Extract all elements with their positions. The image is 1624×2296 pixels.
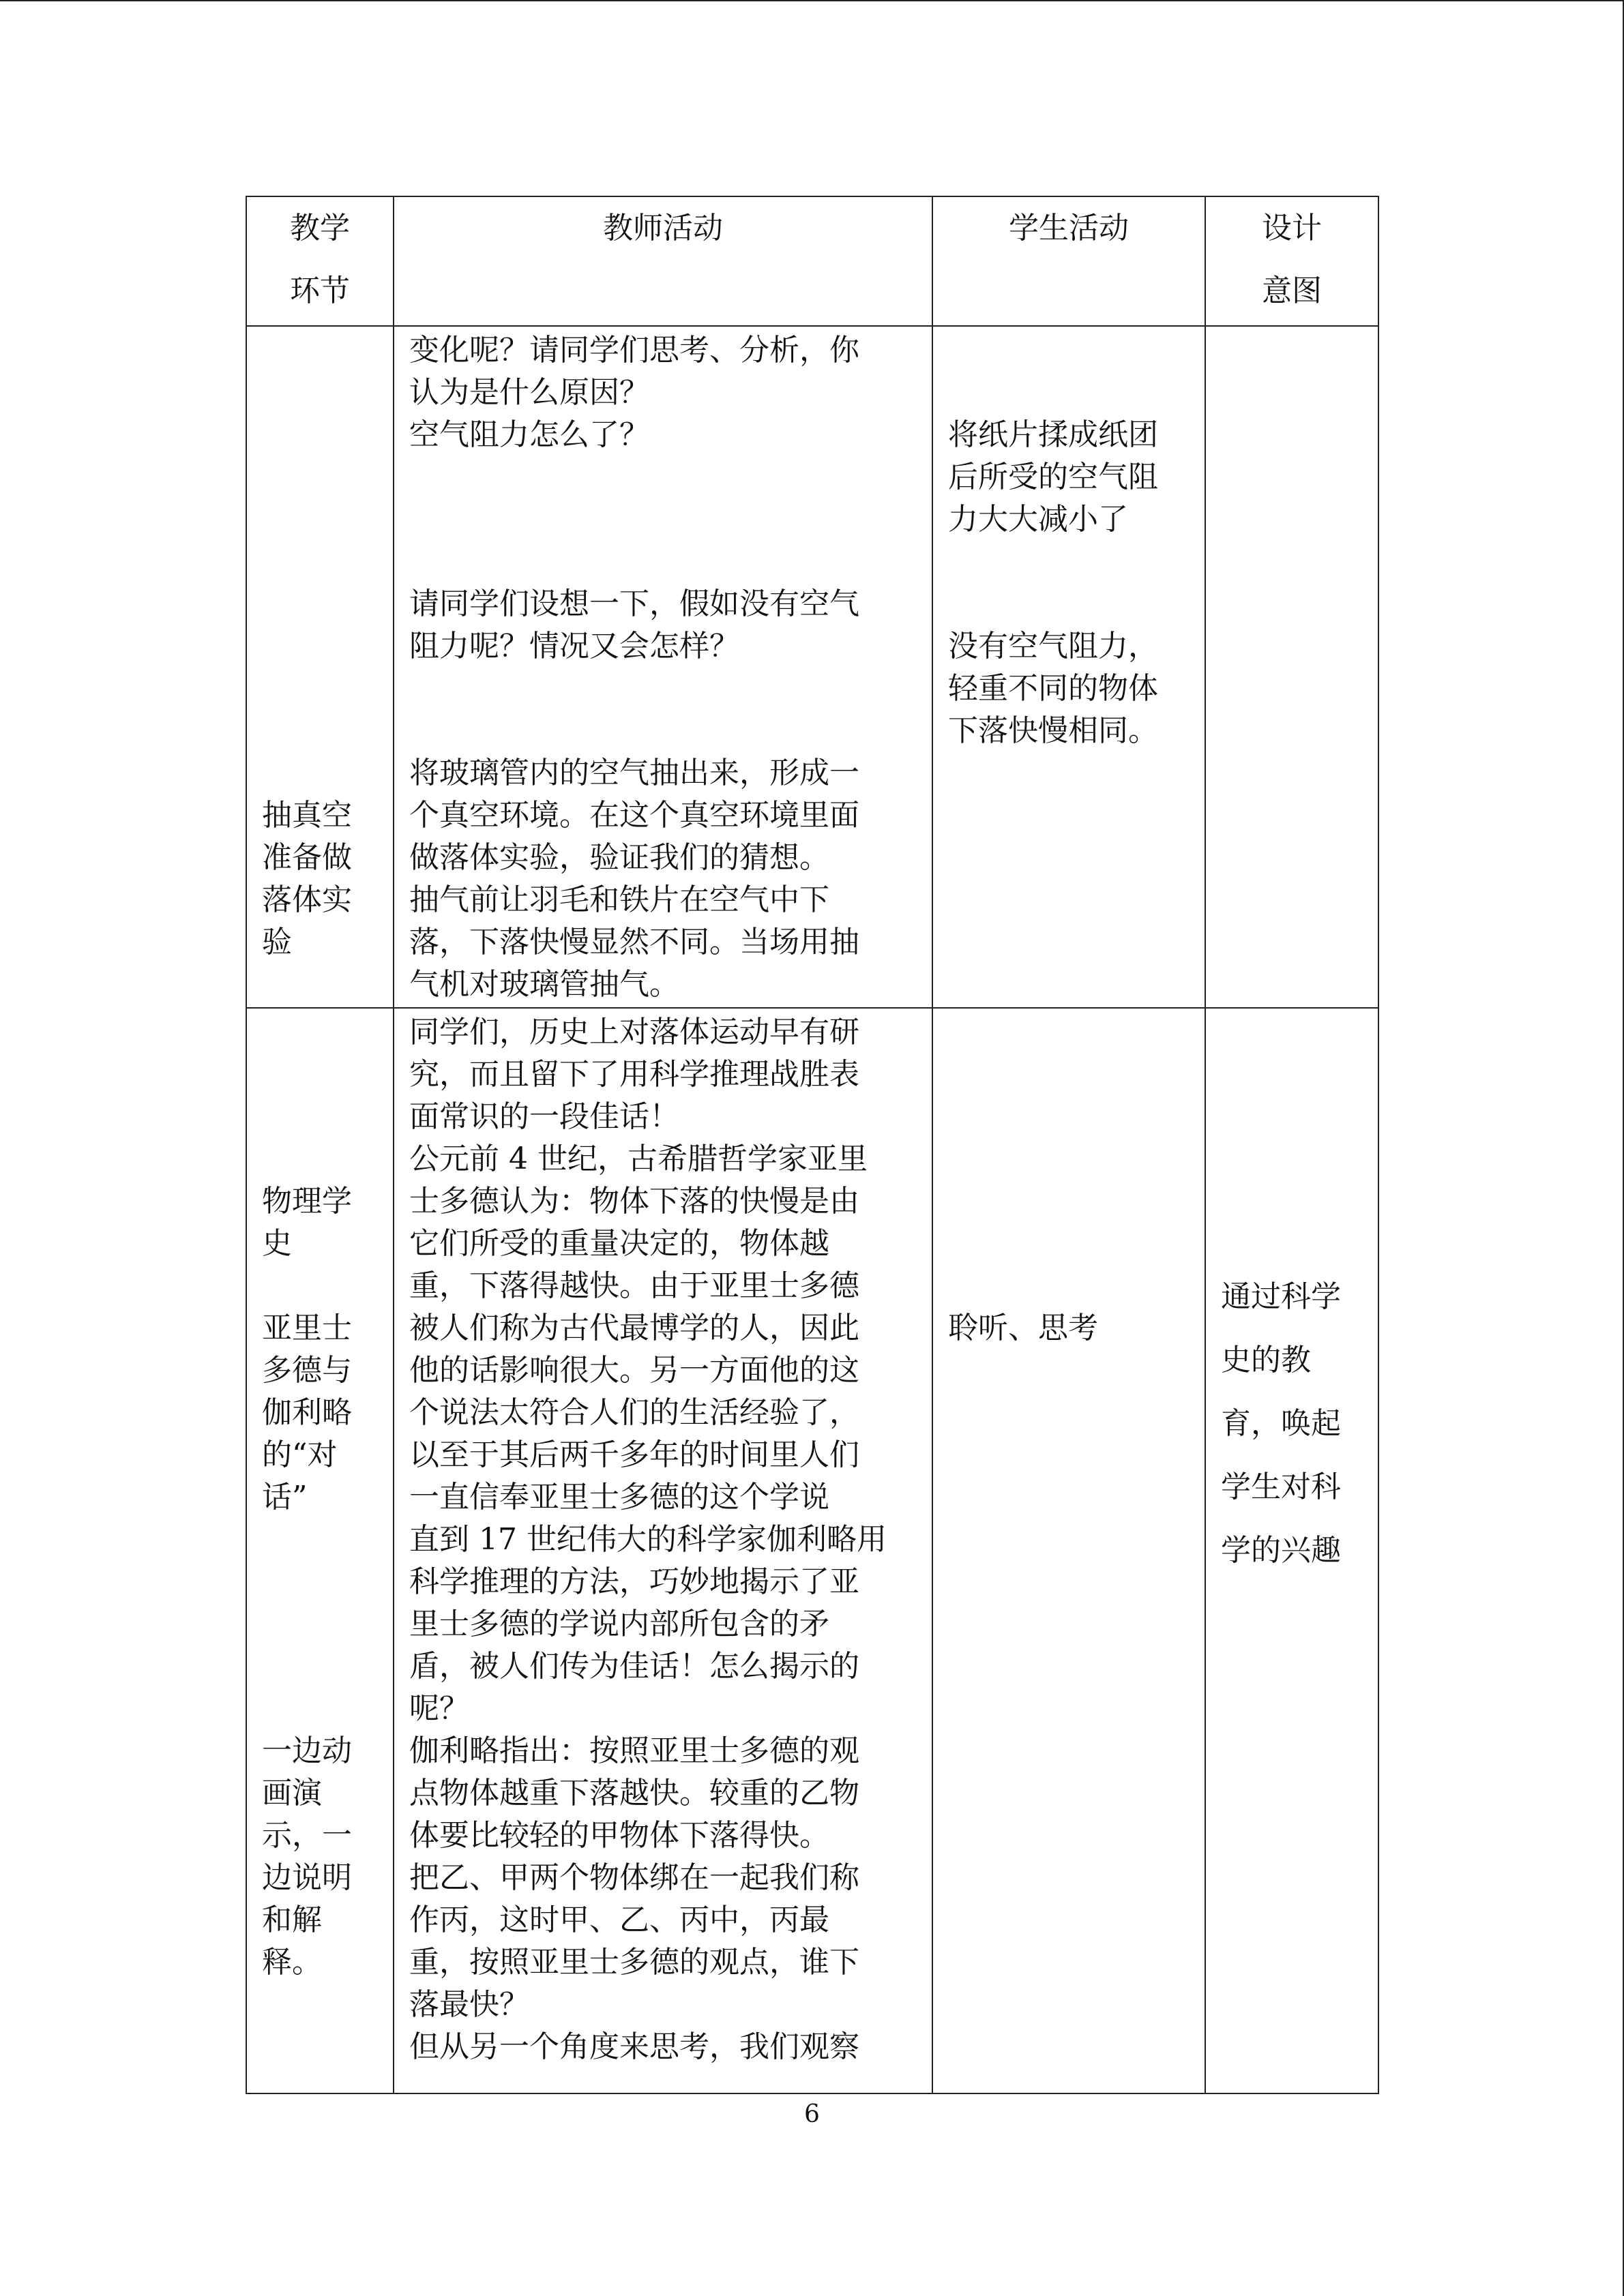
table-header-row — [246, 196, 1378, 326]
header-design-purpose: 设计 意图 — [1205, 196, 1378, 326]
lesson-plan-table — [246, 196, 1379, 2094]
stage-cell: 抽真空 准备做 落体实 验 — [246, 326, 394, 1008]
design-purpose-cell — [1205, 326, 1378, 1008]
page-number: 6 — [804, 2100, 820, 2128]
page-border-top — [0, 0, 1624, 1]
header-student-activity: 学生活动 — [932, 196, 1205, 326]
table-row — [246, 326, 1378, 1008]
student-activity-cell: 聆听、思考 — [932, 1008, 1205, 2093]
teacher-activity-cell: 同学们，历史上对落体运动早有研 究，而且留下了用科学推理战胜表 面常识的一段佳话！ 公元前 4 世纪，古希腊哲学家亚里 士多德认为：物体下落的快慢是由 它们所受的重量决定的，物体越 重，下落得越快。由于亚里士多德 被人们称为古代最博学的人，因此 他的话影响很大。另一方面他的这 个说法太符合人们的生活经验了， 以至于其后两千多年的时间里人们 一直信奉亚里士多德的这个学说 直到 17 世纪伟大的科学家伽利略用 科学推理的方法，巧妙地揭示了亚 里士多德的学说内部所包含的矛 盾，被人们传为佳话！怎么揭示的 呢？ 伽利略指出：按照亚里士多德的观 点物体越重下落越快。较重的乙物 体要比较轻的甲物体下落得快。 把乙、甲两个物体绑在一起我们称 作丙，这时甲、乙、丙中，丙最 重，按照亚里士多德的观点，谁下 落最快？ 但从另一个角度来思考，我们观察 — [394, 1008, 932, 2093]
teacher-activity-cell: 变化呢？请同学们思考、分析，你 认为是什么原因？ 空气阻力怎么了？ 请同学们设想一下，假如没有空气 阻力呢？情况又会怎样？ 将玻璃管内的空气抽出来，形成一 个真空环境。在这个真空环境里面 做落体实验，验证我们的猜想。 抽气前让羽毛和铁片在空气中下 落，下落快慢显然不同。当场用抽 气机对玻璃管抽气。 — [394, 326, 932, 1008]
design-purpose-cell: 通过科学 史的教 育，唤起 学生对科 学的兴趣 — [1205, 1008, 1378, 2093]
stage-cell: 物理学 史 亚里士 多德与 伽利略 的“对 话” 一边动 画演 示，一 边说明 和解 释。 — [246, 1008, 394, 2093]
table-row — [246, 1008, 1378, 2093]
student-activity-cell: 将纸片揉成纸团 后所受的空气阻 力大大减小了 没有空气阻力， 轻重不同的物体 下落快慢相同。 — [932, 326, 1205, 1008]
header-stage: 教学 环节 — [246, 196, 394, 326]
header-teacher-activity: 教师活动 — [394, 196, 932, 326]
